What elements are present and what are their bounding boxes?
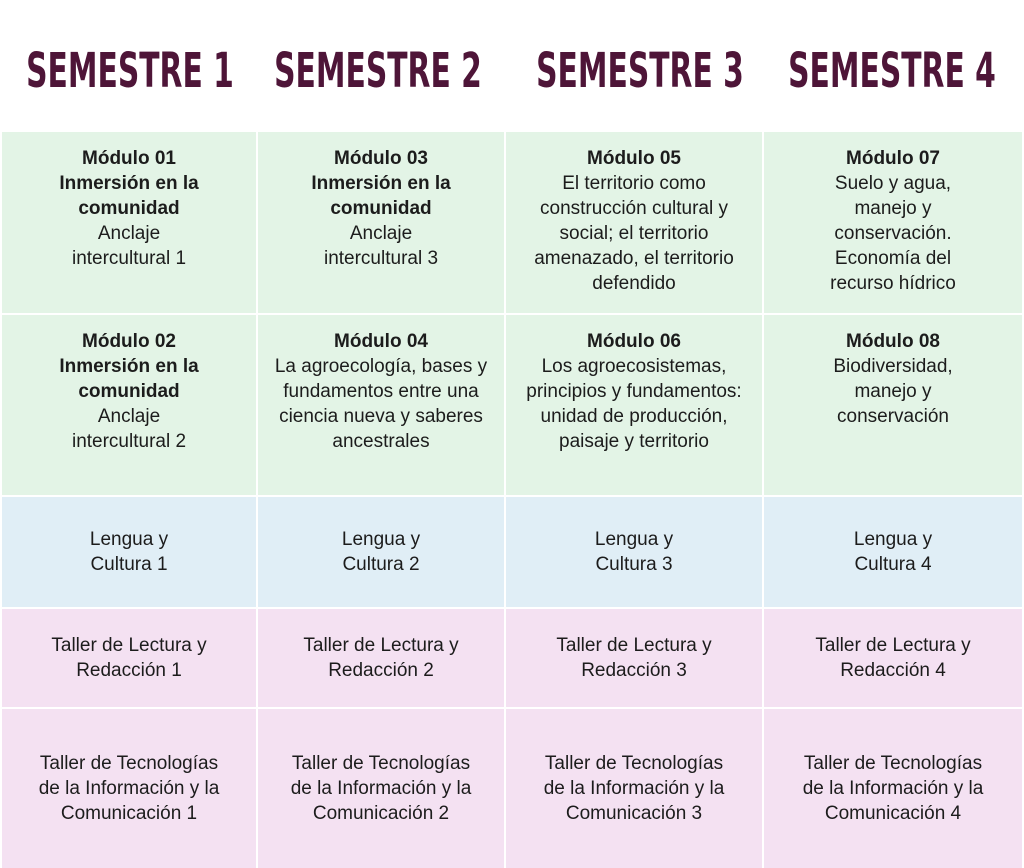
taller-tic-row [2,709,1022,868]
lengua-cell [258,497,506,607]
modules-row-1 [2,132,1022,313]
taller-lectura-cell [764,609,1022,707]
taller-tic-cell [258,709,506,868]
module-04-cell [258,315,506,495]
curriculum-grid [2,132,1022,868]
lengua-text: Lengua y Cultura 2 [341,529,421,575]
taller-lectura-cell [258,609,506,707]
module-subtitle: Inmersión en la comunidad [311,173,451,219]
module-03-cell [258,132,506,313]
module-text: Biodiversidad, manejo y conservación [833,356,953,427]
module-title: Módulo 05 [587,148,681,169]
taller-tic-text: Taller de Tecnologías de la Información y la Comunicación 1 [38,753,220,824]
module-text: Anclaje intercultural 3 [323,223,439,269]
taller-lectura-text: Taller de Lectura y Redacción 2 [303,635,459,681]
module-text: El territorio como construcción cultural y social; el territorio amenazado, el territorio defendido [534,173,734,294]
module-title: Módulo 07 [846,148,940,169]
semester-4-heading: SEMESTRE 4 [788,43,996,99]
module-02-cell [2,315,258,495]
semester-2-heading: SEMESTRE 2 [274,43,482,99]
semester-1-heading: SEMESTRE 1 [26,43,234,99]
taller-tic-cell [506,709,764,868]
module-text: La agroecología, bases y fundamentos entre una ciencia nueva y saberes ancestrales [274,356,488,452]
module-08-cell [764,315,1022,495]
taller-tic-cell [764,709,1022,868]
module-01-cell [2,132,258,313]
module-title: Módulo 03 [334,148,428,169]
taller-lectura-text: Taller de Lectura y Redacción 3 [556,635,712,681]
modules-row-2 [2,315,1022,495]
lengua-cell [506,497,764,607]
lengua-cell [2,497,258,607]
module-07-cell [764,132,1022,313]
module-text: Anclaje intercultural 1 [71,223,187,269]
lengua-text: Lengua y Cultura 1 [89,529,169,575]
module-05-cell [506,132,764,313]
taller-lectura-cell [506,609,764,707]
semester-headers [0,0,1024,132]
module-title: Módulo 04 [334,331,428,352]
module-06-cell [506,315,764,495]
taller-lectura-cell [2,609,258,707]
module-title: Módulo 01 [82,148,176,169]
module-text: Suelo y agua, manejo y conservación. Economía del recurso hídrico [830,173,956,294]
lengua-text: Lengua y Cultura 4 [853,529,933,575]
taller-tic-text: Taller de Tecnologías de la Información y la Comunicación 2 [290,753,472,824]
taller-tic-text: Taller de Tecnologías de la Información y la Comunicación 4 [802,753,984,824]
module-text: Anclaje intercultural 2 [71,406,187,452]
lengua-text: Lengua y Cultura 3 [594,529,674,575]
taller-lectura-row [2,609,1022,707]
lengua-row [2,497,1022,607]
module-subtitle: Inmersión en la comunidad [59,173,199,219]
module-title: Módulo 08 [846,331,940,352]
lengua-cell [764,497,1022,607]
taller-tic-cell [2,709,258,868]
module-title: Módulo 06 [587,331,681,352]
module-title: Módulo 02 [82,331,176,352]
taller-tic-text: Taller de Tecnologías de la Información y la Comunicación 3 [543,753,725,824]
module-text: Los agroecosistemas, principios y fundamentos: unidad de producción, paisaje y territorio [526,356,742,452]
module-subtitle: Inmersión en la comunidad [59,356,199,402]
taller-lectura-text: Taller de Lectura y Redacción 4 [815,635,971,681]
taller-lectura-text: Taller de Lectura y Redacción 1 [51,635,207,681]
semester-3-heading: SEMESTRE 3 [536,43,744,99]
